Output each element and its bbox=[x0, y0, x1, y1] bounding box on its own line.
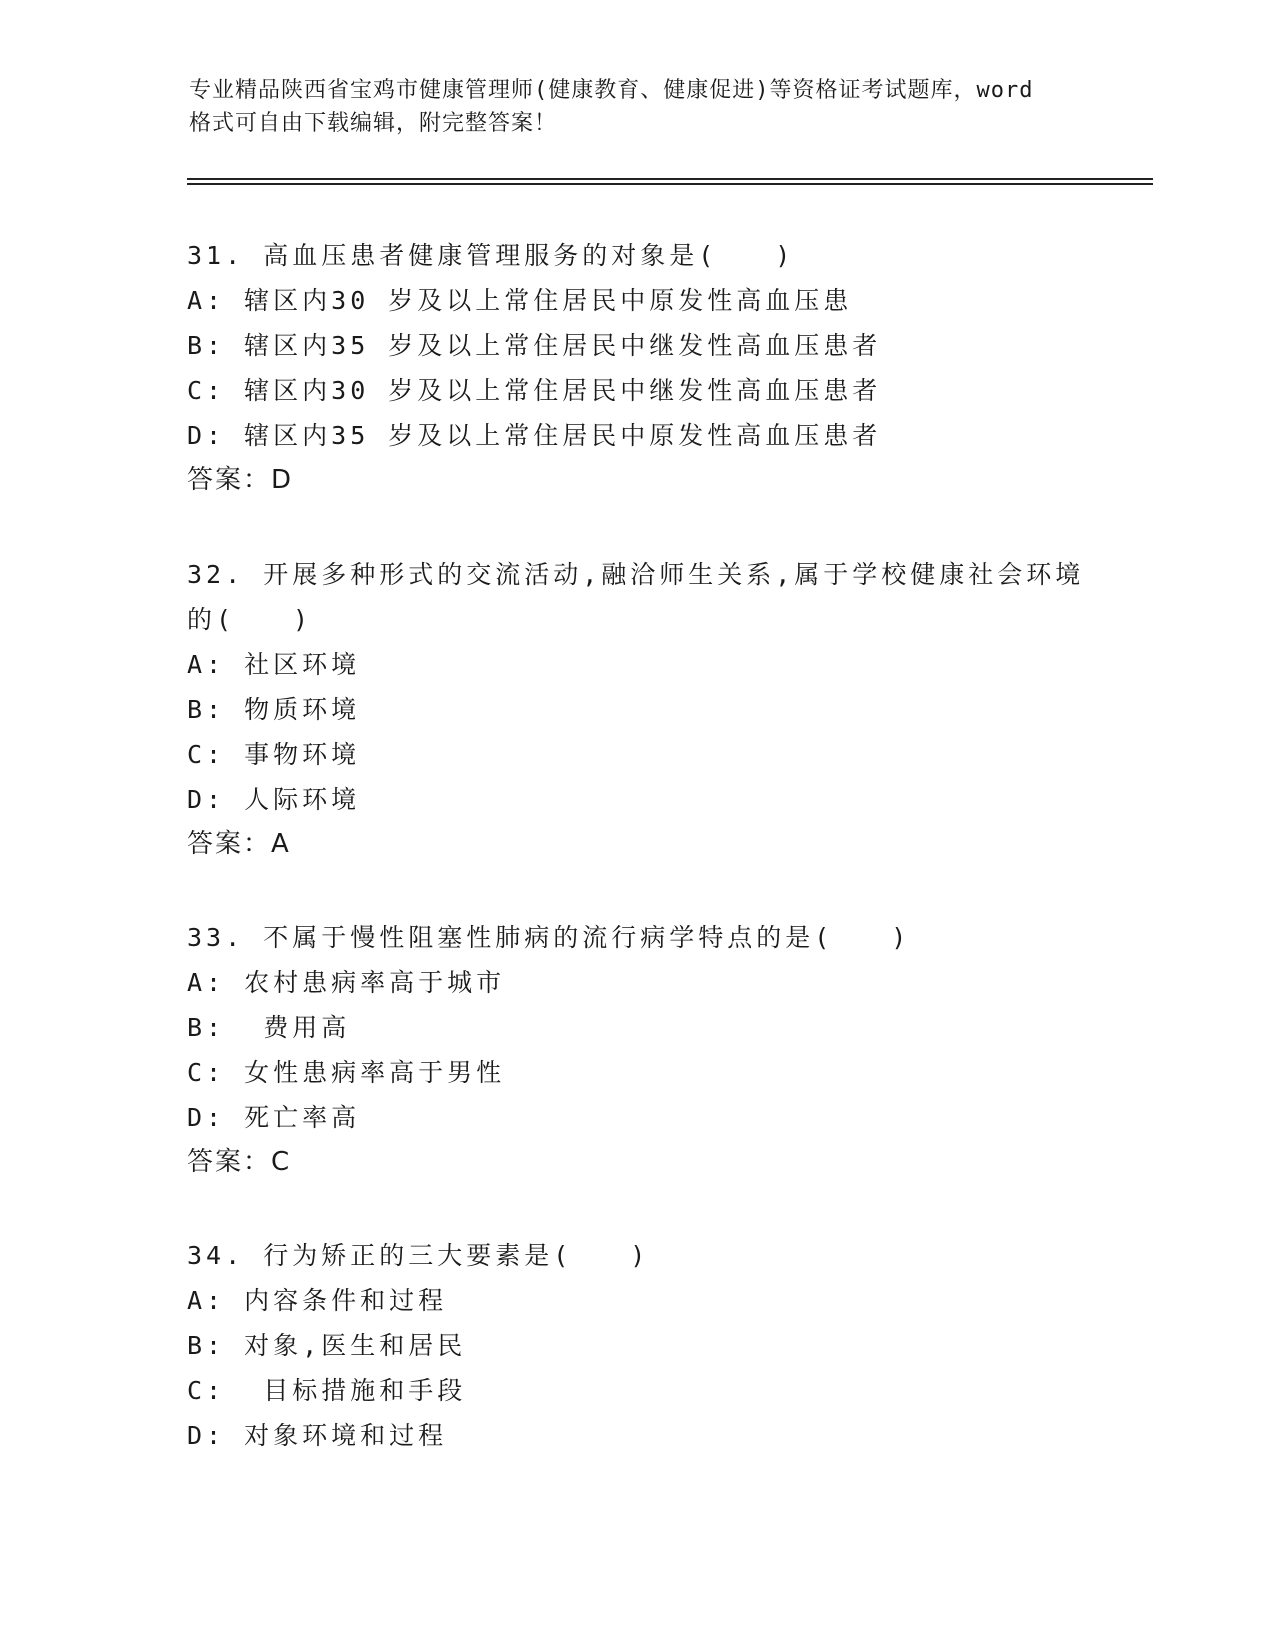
document-header bbox=[189, 74, 1089, 140]
question-stem: 34. 行为矫正的三大要素是( ) bbox=[187, 1241, 650, 1270]
option-b: B: 物质环境 bbox=[187, 695, 361, 724]
answer-line: 答案：D bbox=[187, 465, 294, 495]
header-divider-bottom bbox=[187, 183, 1153, 185]
question-32 bbox=[187, 552, 1107, 867]
question-33 bbox=[187, 915, 1107, 1185]
question-stem: 33. 不属于慢性阻塞性肺病的流行病学特点的是( ) bbox=[187, 923, 911, 952]
answer-line: 答案：C bbox=[187, 1147, 292, 1177]
option-d: D: 死亡率高 bbox=[187, 1103, 361, 1132]
option-c: C: 事物环境 bbox=[187, 740, 361, 769]
option-b: B: 对象,医生和居民 bbox=[187, 1331, 467, 1360]
question-34 bbox=[187, 1233, 1107, 1458]
option-b: B: 辖区内35 岁及以上常住居民中继发性高血压患者 bbox=[187, 331, 882, 360]
question-stem-line-1: 32. 开展多种形式的交流活动,融洽师生关系,属于学校健康社会环境 bbox=[187, 560, 1085, 589]
header-line-2: 格式可自由下载编辑，附完整答案！ bbox=[189, 111, 558, 136]
option-c: C: 女性患病率高于男性 bbox=[187, 1058, 506, 1087]
option-b: B: 费用高 bbox=[187, 1013, 351, 1042]
option-a: A: 社区环境 bbox=[187, 650, 361, 679]
header-divider-top bbox=[187, 178, 1153, 180]
option-c: C: 目标措施和手段 bbox=[187, 1376, 467, 1405]
option-a: A: 辖区内30 岁及以上常住居民中原发性高血压患 bbox=[187, 286, 853, 315]
answer-line: 答案：A bbox=[187, 829, 291, 859]
option-a: A: 农村患病率高于城市 bbox=[187, 968, 506, 997]
option-d: D: 人际环境 bbox=[187, 785, 361, 814]
question-stem: 31. 高血压患者健康管理服务的对象是( ) bbox=[187, 241, 795, 270]
question-31 bbox=[187, 233, 1107, 503]
option-d: D: 对象环境和过程 bbox=[187, 1421, 448, 1450]
option-d: D: 辖区内35 岁及以上常住居民中原发性高血压患者 bbox=[187, 421, 882, 450]
option-c: C: 辖区内30 岁及以上常住居民中继发性高血压患者 bbox=[187, 376, 882, 405]
header-line-1: 专业精品陕西省宝鸡市健康管理师(健康教育、健康促进)等资格证考试题库，word bbox=[189, 78, 1034, 103]
option-a: A: 内容条件和过程 bbox=[187, 1286, 448, 1315]
question-stem-line-2: 的( ) bbox=[187, 605, 313, 634]
